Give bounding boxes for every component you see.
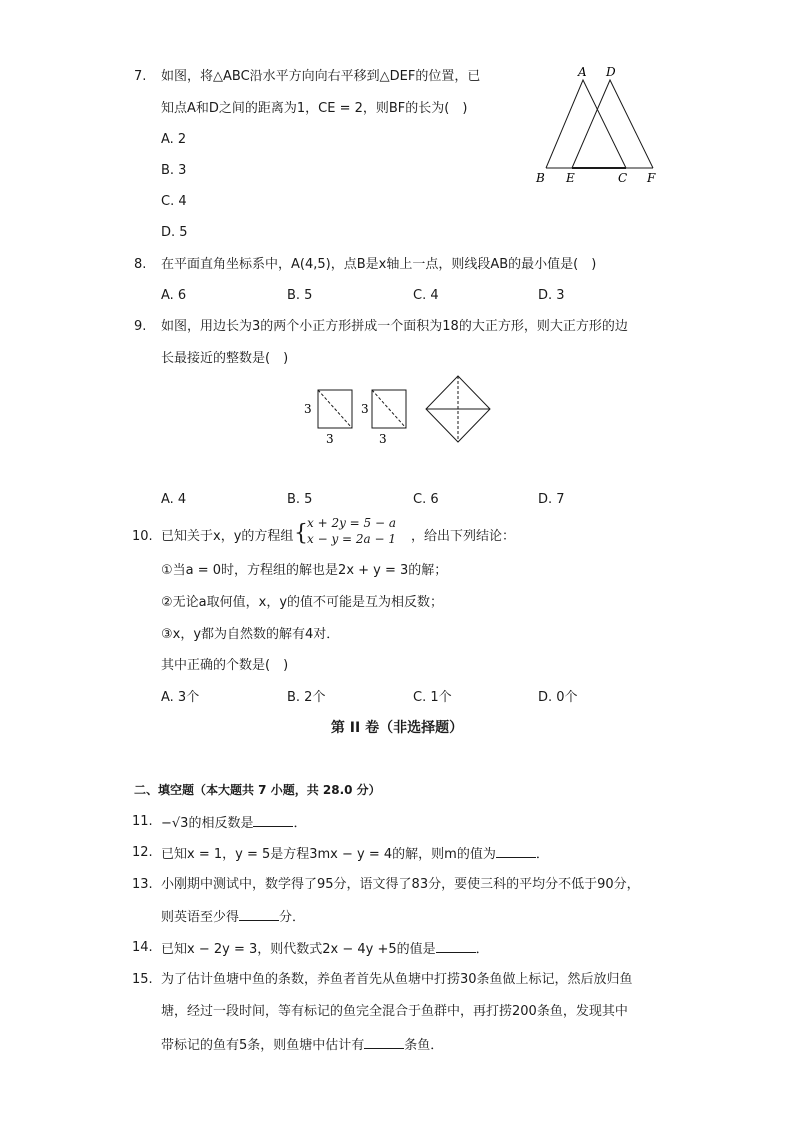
q12-text-post: ．: [535, 847, 549, 862]
q9-squares-figure: [300, 372, 500, 448]
q10-option-b: B. 2个: [287, 690, 326, 705]
system-brace: {: [294, 521, 308, 546]
q7-option-d: D. 5: [161, 225, 188, 240]
q14-text-post: ．: [475, 942, 489, 957]
label-e: E: [566, 171, 575, 185]
label-b: B: [536, 171, 545, 185]
q11-text: [161, 813, 306, 833]
q10-intro: 已知关于x，y的方程组: [161, 529, 294, 544]
q7-text-line1: 如图，将△ABC沿水平方向向右平移到△DEF的位置，已: [161, 69, 481, 84]
q11-number: 11.: [132, 814, 153, 829]
label-d: D: [606, 65, 616, 79]
square2-diagonal: [372, 390, 406, 428]
q12-number: 12.: [132, 845, 153, 860]
q8-option-d: D. 3: [538, 288, 565, 303]
q8-option-c: C. 4: [413, 288, 439, 303]
q10-question: 其中正确的个数是( ): [161, 658, 289, 673]
q9-option-d: D. 7: [538, 492, 565, 507]
q10-option-d: D. 0个: [538, 690, 578, 705]
q14-number: 14.: [132, 940, 153, 955]
label-a: A: [578, 65, 587, 79]
q12-answer-blank[interactable]: [496, 844, 536, 858]
square2-side-bottom: 3: [379, 432, 387, 446]
section-2-heading: 二、填空题（本大题共 7 小题，共 28.0 分）: [134, 783, 381, 797]
triangle-def: [572, 80, 653, 168]
label-c: C: [618, 171, 628, 185]
q15-text-line1: 为了估计鱼塘中鱼的条数，养鱼者首先从鱼塘中打捞30条鱼做上标记，然后放归鱼: [161, 972, 633, 987]
q7-option-a: A. 2: [161, 132, 187, 147]
q9-number: 9.: [134, 319, 147, 334]
q13-text-line1: 小刚期中测试中，数学得了95分，语文得了83分，要使三科的平均分不低于90分，: [161, 877, 640, 892]
q15-number: 15.: [132, 972, 153, 987]
q8-text: 在平面直角坐标系中，A(4,5)，点B是x轴上一点，则线段AB的最小值是( ): [161, 257, 597, 272]
q12-text: [161, 844, 549, 864]
q11-answer-blank[interactable]: [253, 813, 293, 827]
q7-option-b: B. 3: [161, 163, 187, 178]
q14-text-pre: 已知x − 2y = 3，则代数式2x − 4y +5的值是: [161, 942, 436, 957]
q10-equation-2: x − y = 2a − 1: [307, 532, 397, 546]
q15-text-post: 条鱼．: [404, 1038, 444, 1053]
q8-number: 8.: [134, 257, 147, 272]
q10-intro-tail: ，给出下列结论：: [411, 529, 516, 544]
q8-option-b: B. 5: [287, 288, 313, 303]
q11-text-post: ．: [293, 816, 307, 831]
q8-option-a: A. 6: [161, 288, 187, 303]
square1-diagonal: [318, 390, 352, 428]
q7-triangle-figure: [530, 62, 670, 190]
q13-text-post: 分．: [279, 910, 306, 925]
q10-statement-1: ①当a = 0时，方程组的解也是2x + y = 3的解；: [161, 563, 448, 578]
part-2-title: 第 II 卷（非选择题）: [330, 720, 464, 736]
q10-number: 10.: [132, 529, 153, 544]
q9-text-line2: 长最接近的整数是( ): [161, 351, 289, 366]
q10-equation-1: x + 2y = 5 − a: [307, 516, 397, 530]
q14-answer-blank[interactable]: [436, 939, 476, 953]
square1-side-bottom: 3: [326, 432, 334, 446]
q15-text-pre: 带标记的鱼有5条，则鱼塘中估计有: [161, 1038, 365, 1053]
q10-statement-2: ②无论a取何值，x，y的值不可能是互为相反数；: [161, 595, 444, 610]
q9-text-line1: 如图，用边长为3的两个小正方形拼成一个面积为18的大正方形，则大正方形的边: [161, 319, 628, 334]
q9-option-a: A. 4: [161, 492, 187, 507]
q7-option-c: C. 4: [161, 194, 187, 209]
q13-answer-blank[interactable]: [239, 907, 279, 921]
square2-side-left: 3: [361, 402, 369, 416]
q7-text-line2: 知点A和D之间的距离为1，CE = 2，则BF的长为( ): [161, 101, 468, 116]
q15-text-line3: [161, 1035, 443, 1055]
q13-text-line2: [161, 907, 305, 927]
q13-number: 13.: [132, 877, 153, 892]
q10-option-c: C. 1个: [413, 690, 452, 705]
q10-statement-3: ③x，y都为自然数的解有4对．: [161, 627, 340, 642]
q9-option-c: C. 6: [413, 492, 439, 507]
q10-option-a: A. 3个: [161, 690, 200, 705]
q15-text-line2: 塘，经过一段时间，等有标记的鱼完全混合于鱼群中，再打捞200条鱼，发现其中: [161, 1004, 628, 1019]
triangle-abc: [546, 80, 626, 168]
q11-text-pre: −√3的相反数是: [161, 816, 254, 831]
q14-text: [161, 939, 489, 959]
q7-number: 7.: [134, 69, 147, 84]
label-f: F: [647, 171, 656, 185]
q15-answer-blank[interactable]: [364, 1035, 404, 1049]
q9-option-b: B. 5: [287, 492, 313, 507]
square1-side-left: 3: [304, 402, 312, 416]
q13-text-pre: 则英语至少得: [161, 910, 240, 925]
q12-text-pre: 已知x = 1，y = 5是方程3mx − y = 4的解，则m的值为: [161, 847, 496, 862]
